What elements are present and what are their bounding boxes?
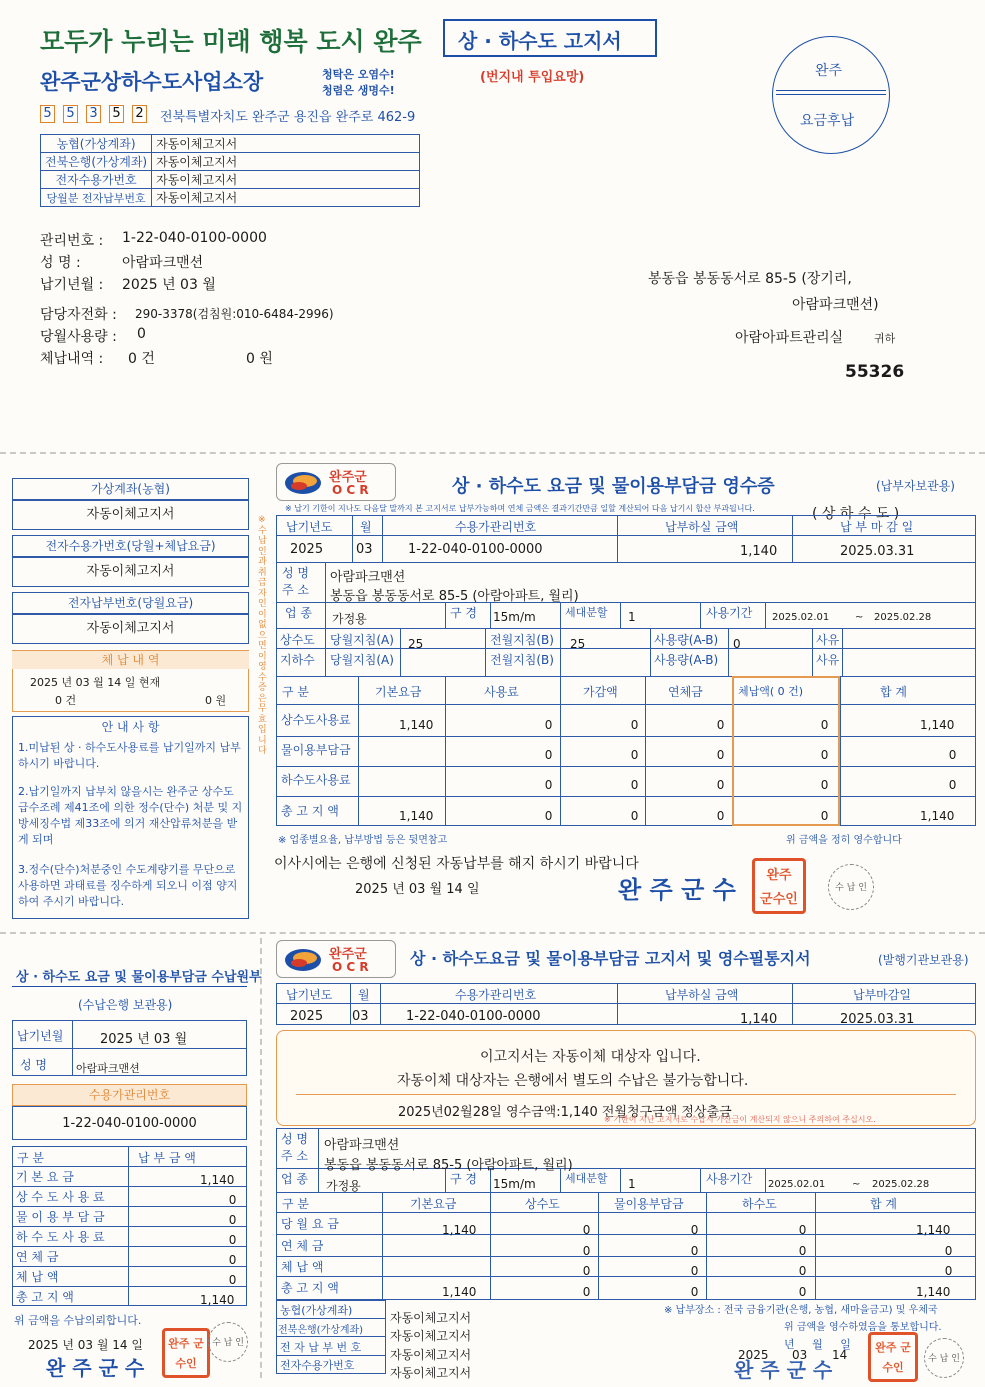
ledger-name-label: 성 명 <box>20 1058 47 1072</box>
h-month: 월 <box>360 520 372 534</box>
left-box-label: 가상계좌(농협) <box>12 478 249 500</box>
house-value: 1 <box>628 610 636 624</box>
perforation <box>0 932 985 934</box>
dia-label: 구 경 <box>450 1172 477 1186</box>
logo-text-top: 완주군 <box>329 470 367 485</box>
logo-text-bottom: O C R <box>332 960 369 974</box>
place-note-1: ※ 납부장소 : 전국 금융기관(은행, 농협, 새마을금고) 및 우체국 <box>664 1305 938 1316</box>
meter-label: 전월지침(B) <box>490 653 554 667</box>
arrears-count: 0 건 <box>128 351 155 367</box>
notice-cell: 0 <box>690 1223 699 1237</box>
charge-cell: 1,140 <box>399 718 434 732</box>
ledger-note: 위 금액을 수납의뢰합니다. <box>14 1314 142 1327</box>
charge-cell: 0 <box>820 718 829 732</box>
biz-label: 업 종 <box>285 606 312 620</box>
h-year: 납기년도 <box>286 988 333 1002</box>
col-header: 상수도 <box>525 1197 560 1211</box>
name-label: 성 명 : <box>40 255 81 271</box>
notice-subtitle: (번지내 투입요망) <box>480 70 585 85</box>
v-month: 03 <box>356 542 373 557</box>
payment-value: 자동이체고지서 <box>390 1329 472 1343</box>
postage-bottom: 요금후납 <box>800 113 855 129</box>
auto-line-2: 자동이체 대상자는 은행에서 별도의 수납은 불가능합니다. <box>397 1073 749 1089</box>
col-header: 구 분 <box>282 685 309 699</box>
ledger-row-line <box>12 1166 247 1167</box>
h-year: 납기년도 <box>286 520 333 534</box>
notice-cell: 0 <box>690 1264 699 1278</box>
notice-cell: 0 <box>798 1264 807 1278</box>
mgmt-label: 관리번호 : <box>40 233 104 249</box>
receipt-title: 상 · 하수도 요금 및 물이용부담금 영수증 <box>452 476 775 497</box>
notice-cell: 0 <box>582 1244 591 1258</box>
guide-item: 2.납기일까지 납부치 않을시는 완주군 상수도급수조례 제41조에 의한 정수(단수) 처분 및 지방세징수법 제33조에 의거 재산압류처분을 받게 되며 <box>18 785 243 846</box>
payment-label: 전자수용가번호 <box>41 171 152 189</box>
period-tilde: ~ <box>855 612 864 623</box>
col-header: 가감액 <box>583 685 618 699</box>
receipt-seal: 수 납 인 <box>828 864 874 910</box>
house-label: 세대분할 <box>565 606 608 619</box>
small-notice: ※ 납기 기한이 지나도 다음달 말까지 본 고지서로 납부가능하며 연체 금액은 결과기간만큼 일할 계산되어 다음 납기시 합산 부과됩니다. <box>285 504 755 513</box>
foot-note: ※ 업종별요율, 납부방법 등은 뒷면참고 <box>278 835 448 846</box>
ledger-row-line <box>12 1246 247 1247</box>
period-to: 2025.02.28 <box>874 612 932 623</box>
meter-label: 전월지침(B) <box>490 633 554 647</box>
col-header: 구 분 <box>282 1197 309 1211</box>
vertical-note: ※수납인과취급자인이없으면이영수증은무효입니다 <box>258 515 267 756</box>
ledger-date: 2025 년 03 월 14 일 <box>28 1338 143 1352</box>
zip-digit: 2 <box>132 105 147 123</box>
notice-cell: 1,140 <box>916 1223 951 1237</box>
period-to: 2025.02.28 <box>872 1179 930 1190</box>
v-acct: 1-22-040-0100-0000 <box>406 1009 541 1024</box>
vertical-perforation <box>260 938 262 1378</box>
ledger-row-value: 0 <box>228 1193 237 1207</box>
slogan: 모두가 누리는 미래 행복 도시 완주 <box>40 27 422 56</box>
ledger-row-label: 기 본 요 금 <box>16 1170 74 1184</box>
ledger-row-line <box>12 1206 247 1207</box>
county-name: 완 주 군 수 <box>618 876 736 904</box>
meter-label: 사용량(A-B) <box>654 633 719 647</box>
name-value: 아람파크맨션 <box>122 255 204 271</box>
ledger-row-label: 물 이 용 부 담 금 <box>16 1210 105 1224</box>
left-box-label: 전자납부번호(당월요금) <box>12 592 249 614</box>
recipient-address-1: 봉동읍 봉동동서로 85-5 (장기리, <box>648 271 852 287</box>
period-label: 납기년월 : <box>40 277 104 293</box>
charge-cell: 0 <box>630 778 639 792</box>
auto-divider <box>296 1094 956 1095</box>
auto-line-3: 2025년02월28일 영수금액:1,140 전월청구금액 정상출금 <box>398 1105 732 1120</box>
ledger-amount-h1: 구 분 <box>17 1151 44 1165</box>
h-due: 납 부 마 감 일 <box>840 520 914 534</box>
col-header: 합 계 <box>880 685 907 699</box>
biz-label: 업 종 <box>281 1172 308 1186</box>
perforation <box>0 452 985 454</box>
postage-top: 완주 <box>815 63 843 79</box>
v-month: 03 <box>352 1009 369 1024</box>
addr-label: 주 소 <box>281 1149 308 1163</box>
phone-value: 290-3378(검침원:010-6484-2996) <box>135 307 334 321</box>
ledger-acct-value: 1-22-040-0100-0000 <box>12 1106 247 1140</box>
charge-cell: 0 <box>544 809 553 823</box>
phone-label: 담당자전화 : <box>40 307 117 323</box>
recipient-zip: 55326 <box>845 362 905 382</box>
right-stamp: 완주 군수인 <box>868 1332 918 1382</box>
ledger-row-label: 상 수 도 사 용 료 <box>16 1190 105 1204</box>
auto-small-note: ※ 기한이 지난 고지서로 수납시 가산금이 계산되지 않으니 주의하여 주십시오. <box>604 1115 876 1124</box>
left-box-value: 자동이체고지서 <box>12 614 249 644</box>
h-amount: 납부하실 금액 <box>665 988 739 1002</box>
zip-digit: 5 <box>109 105 124 123</box>
row-label: 하수도사용료 <box>281 773 351 787</box>
name-value: 아람파크맨션 <box>330 570 406 585</box>
addr-value: 봉동읍 봉동동서로 85-5 (아람아파트, 월리) <box>330 589 579 604</box>
addr-value: 봉동읍 봉동동서로 85-5 (아람아파트, 월리) <box>324 1158 573 1173</box>
ledger-title: 상 · 하수도 요금 및 물이용부담금 수납원부 <box>16 970 262 985</box>
ledger-name-value: 아람파크맨션 <box>76 1062 140 1075</box>
logo-text-bottom: O C R <box>332 483 369 497</box>
v-year: 2025 <box>290 542 324 557</box>
period-label: 사용기간 <box>706 606 753 620</box>
charge-cell: 0 <box>630 748 639 762</box>
meter-value: 0 <box>733 637 741 651</box>
motto-2: 청렴은 생명수! <box>322 84 395 97</box>
notice-cell: 1,140 <box>916 1285 951 1299</box>
usage-label: 당월사용량 : <box>40 329 117 345</box>
notice-title: 상 · 하수도 고지서 <box>458 29 622 53</box>
arrears-count: 0 건 <box>55 694 77 707</box>
ledger-row-line <box>12 1186 247 1187</box>
ledger-row-value: 1,140 <box>200 1293 235 1307</box>
charge-cell: 1,140 <box>920 718 955 732</box>
v-amount: 1,140 <box>740 1012 778 1027</box>
biz-value: 가정용 <box>326 1179 361 1193</box>
guide-item: 1.미납된 상 · 하수도사용료를 납기일까지 납부하시기 바랍니다. <box>18 741 241 770</box>
meter-label: 당월지침(A) <box>330 633 394 647</box>
right-day: 14 <box>832 1348 848 1362</box>
charge-cell: 0 <box>820 809 829 823</box>
postage-divider <box>776 90 886 91</box>
org-name: 완주군상하수도사업소장 <box>40 70 264 94</box>
h-acct: 수용가관리번호 <box>455 988 537 1002</box>
notice-cell: 0 <box>798 1223 807 1237</box>
ledger-stamp: 완주 군수인 <box>162 1328 210 1378</box>
arrears-date: 2025 년 03 월 14 일 현재 <box>30 676 161 689</box>
name-value: 아람파크맨션 <box>324 1138 400 1153</box>
payment-label: 전 자 납 부 번 호 <box>280 1341 362 1354</box>
row-label: 물이용부담금 <box>281 743 351 757</box>
logo-text-top: 완주군 <box>329 947 367 962</box>
col-header: 사용료 <box>484 685 519 699</box>
recipient-address-2: 아람파크맨션) <box>792 297 879 313</box>
ledger-period-label: 납기년월 <box>17 1029 64 1043</box>
charge-cell: 0 <box>716 718 725 732</box>
h-amount: 납부하실 금액 <box>665 520 739 534</box>
meter-value: 25 <box>570 637 586 651</box>
house-value: 1 <box>628 1177 636 1191</box>
right-year: 2025 <box>738 1348 769 1362</box>
row-label: 총 고 지 액 <box>281 1281 339 1295</box>
row-label: 연 체 금 <box>281 1239 324 1253</box>
row-label: 체 납 액 <box>281 1260 324 1274</box>
payment-value: 자동이체고지서 <box>152 171 420 189</box>
period-value: 2025 년 03 월 <box>122 277 216 293</box>
house-label: 세대분할 <box>565 1172 608 1185</box>
payment-label: 전북은행(가상계좌) <box>278 1325 364 1336</box>
ledger-row-label: 체 납 액 <box>16 1270 59 1284</box>
arrears-amount: 0 원 <box>246 351 273 367</box>
meter-label: 사유 <box>816 633 840 647</box>
receipt-title-note: (납부자보관용) <box>876 479 955 493</box>
charge-cell: 1,140 <box>920 809 955 823</box>
notice-cell: 0 <box>582 1285 591 1299</box>
notice-cell: 0 <box>944 1244 953 1258</box>
ledger-row-line <box>12 1226 247 1227</box>
logo-icon <box>283 945 323 975</box>
h-acct: 수용가관리번호 <box>455 520 537 534</box>
name-label: 성 명 <box>281 1132 308 1146</box>
notice-cell: 0 <box>582 1264 591 1278</box>
row-label: 상수도사용료 <box>281 713 351 727</box>
ledger-row-line <box>12 1266 247 1267</box>
payment-label: 농협(가상계좌) <box>280 1304 353 1317</box>
payment-table <box>40 134 420 207</box>
payment-value: 자동이체고지서 <box>390 1348 472 1362</box>
zip-digit: 5 <box>63 105 78 123</box>
sender-address: 전북특별자치도 완주군 용진읍 완주로 462-9 <box>160 110 416 125</box>
move-note: 이사시에는 은행에 신청된 자동납부를 해지 하시기 바랍니다 <box>274 856 639 872</box>
arrears-amount: 0 원 <box>205 694 227 707</box>
notice-cell: 0 <box>798 1244 807 1258</box>
postage-circle <box>772 36 890 154</box>
ledger-acct-title: 수용가관리번호 <box>12 1084 247 1106</box>
charge-cell: 1,140 <box>399 809 434 823</box>
payment-value: 자동이체고지서 <box>152 189 420 207</box>
ledger-row-value: 1,140 <box>200 1173 235 1187</box>
ledger-county: 완 주 군 수 <box>46 1356 145 1380</box>
dia-value: 15m/m <box>493 1177 536 1191</box>
payment-label: 전자수용가번호 <box>280 1359 355 1372</box>
payment-value: 자동이체고지서 <box>390 1311 472 1325</box>
payment-label: 농협(가상계좌) <box>41 135 152 153</box>
col-header: 하수도 <box>742 1197 777 1211</box>
ledger-row-label: 총 고 지 액 <box>16 1290 74 1304</box>
v-acct: 1-22-040-0100-0000 <box>408 542 543 557</box>
addr-label: 주 소 <box>282 583 309 597</box>
notice-cell: 0 <box>798 1285 807 1299</box>
period-label: 사용기간 <box>706 1172 753 1186</box>
payment-label: 당월분 전자납부번호 <box>41 189 152 207</box>
right-seal: 수 납 인 <box>924 1338 964 1378</box>
charge-cell: 0 <box>948 748 957 762</box>
motto-1: 청탁은 오염수! <box>322 68 395 81</box>
dia-label: 구 경 <box>450 606 477 620</box>
charge-cell: 0 <box>544 748 553 762</box>
place-note-2: 위 금액을 영수하였음을 통보합니다. <box>784 1322 942 1333</box>
h-due: 납부마감일 <box>853 988 911 1002</box>
type-tag: ( 상 하 수 도 ) <box>812 506 900 522</box>
v-year: 2025 <box>290 1009 324 1024</box>
notice-cell: 1,140 <box>442 1223 477 1237</box>
charge-cell: 0 <box>544 718 553 732</box>
col-header: 기본요금 <box>375 685 422 699</box>
charge-cell: 0 <box>716 748 725 762</box>
notice-cell: 0 <box>582 1223 591 1237</box>
h-month: 월 <box>358 988 370 1002</box>
col-header: 합 계 <box>870 1197 897 1211</box>
charge-cell: 0 <box>630 718 639 732</box>
receipt-note: 위 금액을 정히 영수합니다 <box>786 835 902 846</box>
col-header: 물이용부담금 <box>614 1197 684 1211</box>
charge-cell: 0 <box>820 748 829 762</box>
ledger-period-value: 2025 년 03 월 <box>100 1032 188 1047</box>
logo-icon <box>283 468 323 498</box>
arrears-label: 체납내역 : <box>40 351 104 367</box>
mgmt-value: 1-22-040-0100-0000 <box>122 230 267 246</box>
recipient-name: 아람아파트관리실 <box>735 330 844 346</box>
zip-digit: 3 <box>86 105 101 123</box>
charge-cell: 0 <box>948 778 957 792</box>
meter-label: 지하수 <box>280 653 315 667</box>
ledger-row-label: 연 체 금 <box>16 1250 59 1264</box>
period-from: 2025.02.01 <box>768 1179 826 1190</box>
payment-value: 자동이체고지서 <box>152 135 420 153</box>
col-header: 기본요금 <box>410 1197 457 1211</box>
ledger-row-value: 0 <box>228 1213 237 1227</box>
col-header: 연체금 <box>668 685 703 699</box>
notice-cell: 0 <box>690 1244 699 1258</box>
arrears-title: 체 납 내 역 <box>12 651 249 669</box>
v-due: 2025.03.31 <box>840 544 915 559</box>
payment-value: 자동이체고지서 <box>152 153 420 171</box>
dia-value: 15m/m <box>493 610 536 624</box>
notice-cell: 0 <box>944 1264 953 1278</box>
row-label: 당 월 요 금 <box>281 1217 339 1231</box>
ledger-amount-h2: 납 부 금 액 <box>138 1151 196 1165</box>
charge-cell: 0 <box>820 778 829 792</box>
v-amount: 1,140 <box>740 544 778 559</box>
ledger-row-label: 하 수 도 사 용 료 <box>16 1230 105 1244</box>
payment-value: 자동이체고지서 <box>390 1366 472 1380</box>
notice-title-note: (발행기관보관용) <box>878 953 969 967</box>
name-label: 성 명 <box>282 566 309 580</box>
postage-divider-2 <box>776 94 886 95</box>
notice-title: 상 · 하수도요금 및 물이용부담금 고지서 및 영수필통지서 <box>410 949 811 968</box>
charge-cell: 0 <box>630 809 639 823</box>
right-county: 완 주 군 수 <box>734 1358 833 1382</box>
meter-label: 당월지침(A) <box>330 653 394 667</box>
meter-label: 상수도 <box>280 633 315 647</box>
period-tilde: ~ <box>852 1179 861 1190</box>
receipt-date: 2025 년 03 월 14 일 <box>355 882 480 897</box>
charge-cell: 0 <box>716 809 725 823</box>
usage-value: 0 <box>137 326 146 342</box>
meter-label: 사용량(A-B) <box>654 653 719 667</box>
ledger-row-value: 0 <box>228 1253 237 1267</box>
zip-digit: 5 <box>40 105 55 123</box>
biz-value: 가정용 <box>332 612 367 626</box>
col-header: 체납액( 0 건) <box>738 685 804 698</box>
charge-cell: 0 <box>716 778 725 792</box>
ledger-subtitle: (수납은행 보관용) <box>78 998 173 1012</box>
period-from: 2025.02.01 <box>772 612 830 623</box>
payment-label: 전북은행(가상계좌) <box>41 153 152 171</box>
ledger-title-underline <box>12 986 247 987</box>
ledger-row-line <box>12 1286 247 1287</box>
charge-cell: 0 <box>544 778 553 792</box>
left-box-value: 자동이체고지서 <box>12 557 249 587</box>
left-box-value: 자동이체고지서 <box>12 500 249 530</box>
meter-value: 25 <box>408 637 424 651</box>
notice-cell: 0 <box>690 1285 699 1299</box>
ledger-row-value: 0 <box>228 1273 237 1287</box>
recipient-honorific: 귀하 <box>874 332 896 345</box>
guide-title: 안 내 사 항 <box>101 720 160 734</box>
notice-cell: 1,140 <box>442 1285 477 1299</box>
ledger-row-value: 0 <box>228 1233 237 1247</box>
guide-item: 3.정수(단수)처분중인 수도계량기를 무단으로 사용하면 과태료를 징수하게 되오니 이점 양지하여 주시기 바랍니다. <box>18 863 238 908</box>
auto-line-1: 이고지서는 자동이체 대상자 입니다. <box>480 1049 701 1065</box>
ocr-logo-2 <box>276 940 396 978</box>
official-stamp: 완주 군수인 <box>752 858 806 914</box>
right-month: 03 <box>792 1348 808 1362</box>
right-date-labels: 년 월 일 <box>784 1338 851 1351</box>
ledger-seal: 수 납 인 <box>208 1322 248 1362</box>
v-due: 2025.03.31 <box>840 1012 915 1027</box>
left-box-label: 전자수용가번호(당월+체납요금) <box>12 535 249 557</box>
meter-label: 사유 <box>816 653 840 667</box>
row-label: 총 고 지 액 <box>281 804 339 818</box>
ocr-logo <box>276 463 396 501</box>
